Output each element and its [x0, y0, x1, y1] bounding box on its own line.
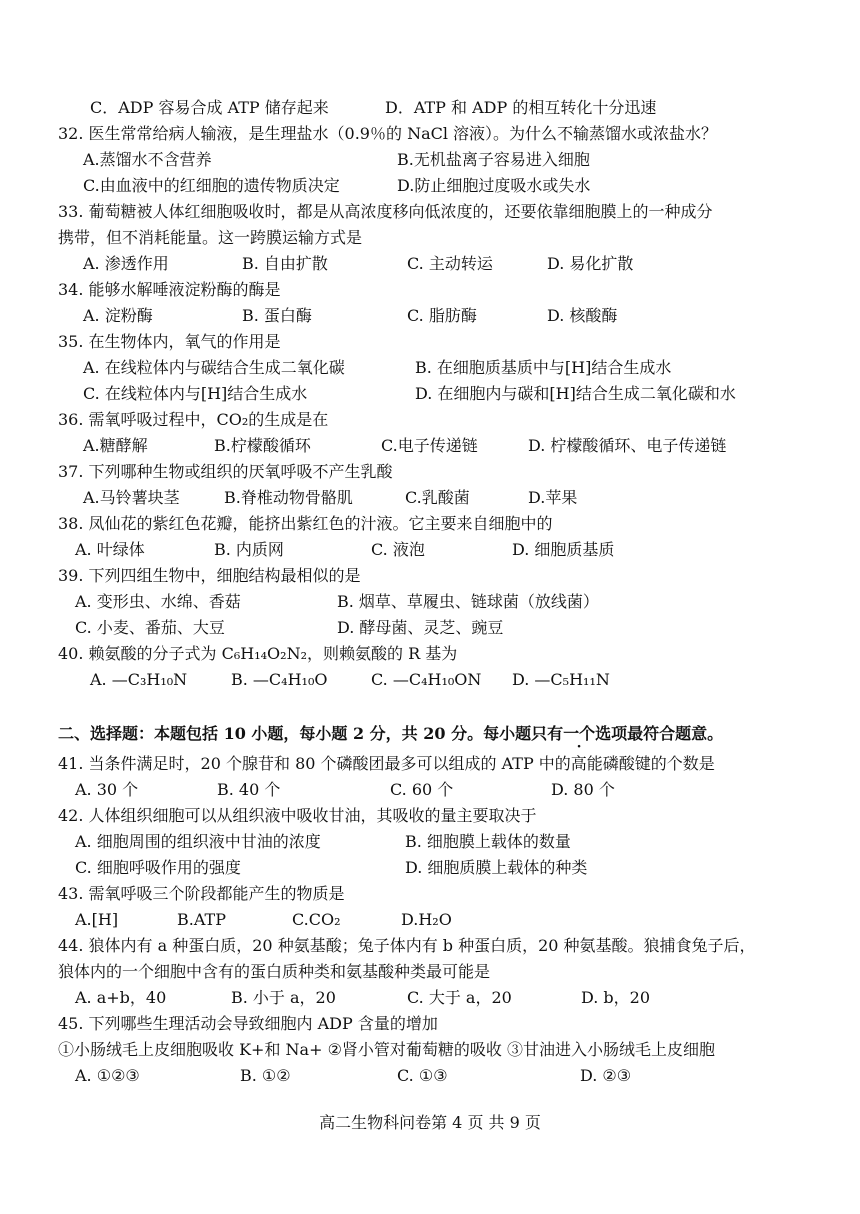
text-line-q37o3: C.乳酸菌 [405, 488, 470, 507]
text-line-q34o3: C. 脂肪酶 [407, 306, 477, 325]
text-line-q41o2: B. 40 个 [217, 780, 281, 799]
text-line-q45: 45. 下列哪些生理活动会导致细胞内 ADP 含量的增加 [58, 1014, 438, 1033]
text-line-q33o1: A. 渗透作用 [83, 254, 169, 273]
text-line-l1: C．ADP 容易合成 ATP 储存起来 [90, 98, 329, 117]
text-line-q38o2: B. 内质网 [214, 540, 284, 559]
text-line-q45o4: D. ②③ [580, 1066, 632, 1085]
text-line-q40: 40. 赖氨酸的分子式为 C₆H₁₄O₂N₂，则赖氨酸的 R 基为 [58, 644, 458, 663]
section-heading-before: 二、选择题：本题包括 10 小题，每小题 2 分，共 20 分。每小题只有 [58, 724, 564, 743]
text-line-q40o1: A. —C₃H₁₀N [90, 670, 188, 689]
text-line-q35a: A. 在线粒体内与碳结合生成二氧化碳 [83, 358, 345, 377]
text-line-q45b: ①小肠绒毛上皮细胞吸收 K+和 Na+ ②肾小管对葡萄糖的吸收 ③甘油进入小肠绒毛上皮细胞 [58, 1040, 715, 1059]
text-line-q37o2: B.脊椎动物骨骼肌 [224, 488, 353, 507]
text-line-q39: 39. 下列四组生物中，细胞结构最相似的是 [58, 566, 361, 585]
text-line-q37o4: D.苹果 [528, 488, 578, 507]
text-line-q37o1: A.马铃薯块茎 [83, 488, 180, 507]
text-line-q33o3: C. 主动转运 [407, 254, 493, 273]
text-line-q44o4: D. b，20 [581, 988, 651, 1007]
text-line-q33o4: D. 易化扩散 [547, 254, 634, 273]
text-line-q45o3: C. ①③ [397, 1066, 448, 1085]
text-line-q39c: C. 小麦、番茄、大豆 [75, 618, 225, 637]
text-line-q35c: C. 在线粒体内与[H]结合生成水 [83, 384, 308, 403]
text-line-q41: 41. 当条件满足时，20 个腺苷和 80 个磷酸团最多可以组成的 ATP 中的高能磷酸键的个数是 [58, 754, 715, 773]
text-line-q36o3: C.电子传递链 [381, 436, 478, 455]
text-line-q36: 36. 需氧呼吸过程中，CO₂的生成是在 [58, 410, 329, 429]
text-line-q41o4: D. 80 个 [551, 780, 615, 799]
text-line-q35: 35. 在生物体内，氧气的作用是 [58, 332, 281, 351]
text-line-q45o1: A. ①②③ [75, 1066, 140, 1085]
text-line-q36o1: A.糖酵解 [83, 436, 148, 455]
text-line-q38o4: D. 细胞质基质 [512, 540, 615, 559]
text-line-q35b: B. 在细胞质基质中与[H]结合生成水 [415, 358, 672, 377]
text-line-q43o2: B.ATP [177, 910, 226, 929]
text-line-q44o1: A. a+b，40 [75, 988, 167, 1007]
section-heading [58, 724, 723, 744]
text-line-q44b: 狼体内的一个细胞中含有的蛋白质种类和氨基酸种类最可能是 [58, 962, 491, 981]
text-line-q37: 37. 下列哪种生物或组织的厌氧呼吸不产生乳酸 [58, 462, 393, 481]
text-line-q43: 43. 需氧呼吸三个阶段都能产生的物质是 [58, 884, 345, 903]
text-line-q35d: D. 在细胞内与碳和[H]结合生成二氧化碳和水 [415, 384, 736, 403]
section-heading-after: 选项最符合题意。 [595, 724, 724, 743]
text-line-q38: 38. 凤仙花的紫红色花瓣，能挤出紫红色的汁液。它主要来自细胞中的 [58, 514, 553, 533]
text-line-q42a: A. 细胞周围的组织液中甘油的浓度 [75, 832, 321, 851]
text-line-q43o4: D.H₂O [401, 910, 452, 929]
text-line-q34: 34. 能够水解唾液淀粉酶的酶是 [58, 280, 281, 299]
text-line-q32: 32. 医生常常给病人输液，是生理盐水（0.9％的 NaCl 溶液）。为什么不输蒸馏水或浓盐水？ [58, 124, 718, 143]
text-line-q38o1: A. 叶绿体 [75, 540, 145, 559]
text-line-q41o1: A. 30 个 [75, 780, 139, 799]
text-line-q34o1: A. 淀粉酶 [83, 306, 153, 325]
page-footer: 高二生物科问卷第 4 页 共 9 页 [319, 1113, 541, 1132]
text-line-q43o3: C.CO₂ [292, 910, 341, 929]
text-line-q32b: B.无机盐离子容易进入细胞 [397, 150, 590, 169]
text-line-q44: 44. 狼体内有 a 种蛋白质，20 种氨基酸；兔子体内有 b 种蛋白质，20 种氨基酸。狼捕食兔子后， [58, 936, 756, 955]
text-line-q42b: B. 细胞膜上载体的数量 [405, 832, 571, 851]
text-line-q33b: 携带，但不消耗能量。这一跨膜运输方式是 [58, 228, 363, 247]
text-line-q34o2: B. 蛋白酶 [242, 306, 312, 325]
text-line-q40o2: B. —C₄H₁₀O [231, 670, 328, 689]
text-line-q42c: C. 细胞呼吸作用的强度 [75, 858, 241, 877]
text-line-q36o2: B.柠檬酸循环 [214, 436, 311, 455]
text-line-q42d: D. 细胞质膜上载体的种类 [405, 858, 588, 877]
text-line-q40o4: D. —C₅H₁₁N [512, 670, 610, 689]
text-line-q41o3: C. 60 个 [390, 780, 454, 799]
text-line-q32d: D.防止细胞过度吸水或失水 [397, 176, 591, 195]
text-line-q32a: A.蒸馏水不含营养 [83, 150, 212, 169]
text-line-q44o2: B. 小于 a，20 [231, 988, 336, 1007]
text-line-q44o3: C. 大于 a，20 [407, 988, 512, 1007]
text-line-q36o4: D. 柠檬酸循环、电子传递链 [528, 436, 727, 455]
text-line-q42: 42. 人体组织细胞可以从组织液中吸收甘油，其吸收的量主要取决于 [58, 806, 537, 825]
text-line-q33: 33. 葡萄糖被人体红细胞吸收时，都是从高浓度移向低浓度的，还要依靠细胞膜上的一种成分 [58, 202, 713, 221]
text-line-l1b: D．ATP 和 ADP 的相互转化十分迅速 [385, 98, 657, 117]
section-heading-emphasis: 一个 [563, 724, 596, 743]
text-line-q45o2: B. ①② [240, 1066, 291, 1085]
text-line-q34o4: D. 核酸酶 [547, 306, 618, 325]
text-line-q40o3: C. —C₄H₁₀ON [371, 670, 482, 689]
text-line-q39a: A. 变形虫、水绵、香菇 [75, 592, 241, 611]
text-line-q43o1: A.[H] [75, 910, 119, 929]
text-line-q39b: B. 烟草、草履虫、链球菌（放线菌） [337, 592, 599, 611]
text-line-q39d: D. 酵母菌、灵芝、豌豆 [337, 618, 504, 637]
text-line-q33o2: B. 自由扩散 [242, 254, 328, 273]
text-line-q32c: C.由血液中的红细胞的遗传物质决定 [83, 176, 340, 195]
text-line-q38o3: C. 液泡 [371, 540, 425, 559]
